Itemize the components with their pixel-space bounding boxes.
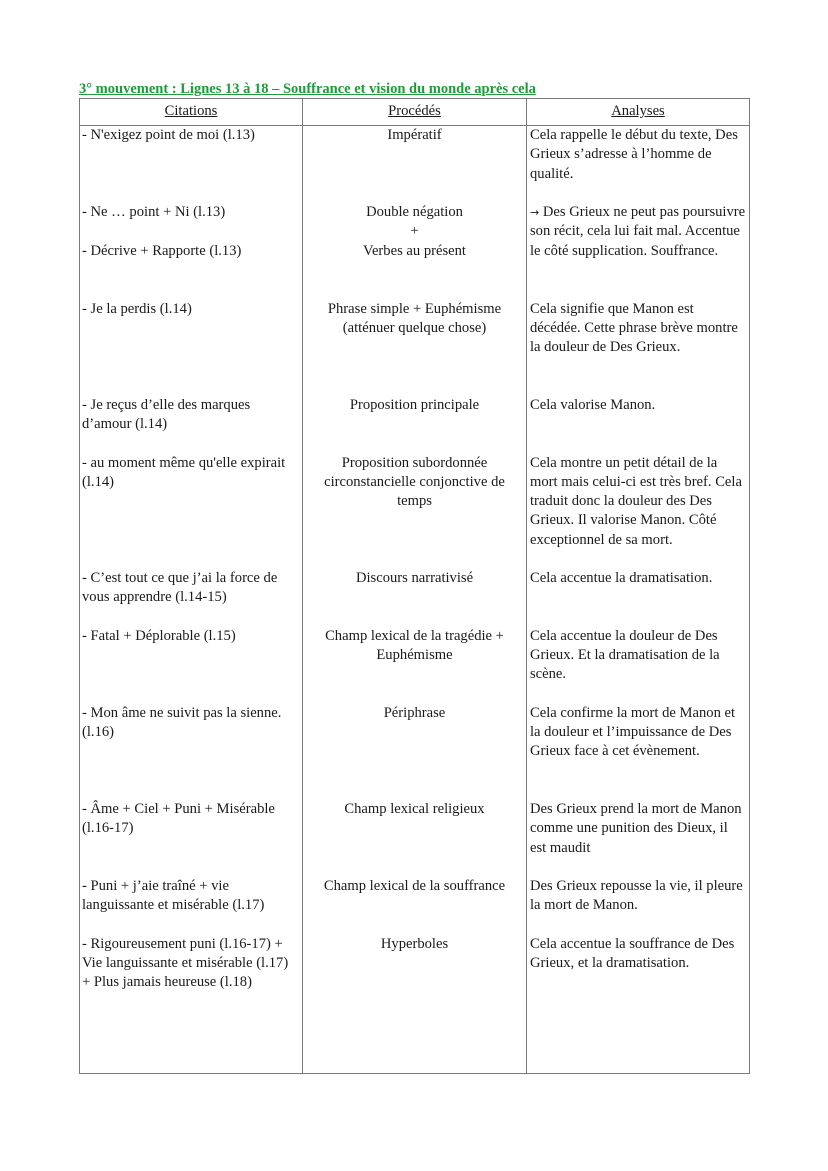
- citation-text: - Mon âme ne suivit pas la sienne. (l.16): [82, 704, 282, 740]
- procede-text: Double négation: [366, 204, 463, 220]
- analysis-text: Des Grieux repousse la vie, il pleure la mort de Manon.: [530, 878, 743, 914]
- analysis-text: Cela accentue la dramatisation.: [530, 570, 713, 586]
- procede-text: Champ lexical religieux: [344, 801, 485, 817]
- analysis-text: Cela montre un petit détail de la mort mais celui-ci est très bref. Cela traduit donc la douleur des Des Grieux. Il valorise Manon. Côté exceptionnel de sa mort.: [530, 454, 742, 548]
- citations-cell: [80, 126, 303, 1074]
- citation-text: - N'exigez point de moi (l.13): [82, 127, 255, 143]
- analysis-text-body: Des Grieux ne peut pas poursuivre son récit, cela lui fait mal. Accentue le côté supplication. Souffrance.: [530, 204, 746, 259]
- arrow-right-icon: →: [530, 206, 540, 219]
- analysis-text: Cela confirme la mort de Manon et la douleur et l’impuissance de Des Grieux face à cet évènement.: [530, 704, 736, 760]
- analysis-text: Cela valorise Manon.: [530, 397, 656, 413]
- analysis-text: Des Grieux prend la mort de Manon comme une punition des Dieux, il est maudit: [530, 801, 742, 856]
- citation-text: - Ne … point + Ni (l.13): [82, 204, 226, 220]
- procede-text: Phrase simple + Euphémisme (atténuer quelque chose): [327, 300, 502, 336]
- column-header-citations: Citations: [80, 99, 303, 126]
- procede-text: Discours narrativisé: [355, 570, 474, 586]
- citation-text: - Fatal + Déplorable (l.15): [82, 627, 236, 644]
- procedes-cell: [303, 126, 527, 1074]
- analysis-text: Cela accentue la souffrance de Des Grieux, et la dramatisation.: [530, 935, 735, 971]
- table-row: [80, 126, 750, 1074]
- column-header-analyses: Analyses: [527, 99, 750, 126]
- citation-text: - au moment même qu'elle expirait (l.14): [82, 454, 286, 490]
- citation-text: - Je la perdis (l.14): [82, 300, 192, 317]
- procede-text: Hyperboles: [380, 935, 449, 952]
- procede-text: Verbes au présent: [363, 242, 466, 259]
- analysis-table: [79, 98, 750, 1074]
- analysis-text: Cela rappelle le début du texte, Des Grieux s’adresse à l’homme de qualité.: [530, 127, 738, 182]
- procede-text: +: [410, 223, 419, 240]
- table-header-row: [80, 99, 750, 126]
- procede-text: Impératif: [387, 127, 442, 143]
- citation-text: - Je reçus d’elle des marques d’amour (l.14): [82, 397, 251, 433]
- analysis-text: [530, 203, 746, 261]
- procede-text: Champ lexical de la souffrance: [323, 878, 506, 894]
- procede-text: Périphrase: [383, 704, 446, 721]
- citation-text: - Rigoureusement puni (l.16-17) + Vie languissante et misérable (l.17) + Plus jamais heureuse (l.18): [82, 935, 289, 991]
- citation-text: - Âme + Ciel + Puni + Misérable (l.16-17): [82, 801, 275, 837]
- citation-text: - C’est tout ce que j’ai la force de vous apprendre (l.14-15): [82, 570, 278, 606]
- analyses-cell: [527, 126, 750, 1074]
- analysis-text: Cela signifie que Manon est décédée. Cette phrase brève montre la douleur de Des Grieux.: [530, 300, 738, 356]
- citation-text: - Puni + j’aie traîné + vie languissante et misérable (l.17): [82, 878, 265, 914]
- column-header-procedes: Procédés: [303, 99, 527, 126]
- procede-text: Proposition principale: [349, 397, 480, 413]
- analysis-text: Cela accentue la douleur de Des Grieux. Et la dramatisation de la scène.: [530, 627, 720, 683]
- citation-text: - Décrive + Rapporte (l.13): [82, 242, 242, 259]
- procede-text: Champ lexical de la tragédie + Euphémisme: [325, 627, 504, 663]
- procede-text: Proposition subordonnée circonstancielle conjonctive de temps: [324, 454, 505, 510]
- section-heading: 3° mouvement : Lignes 13 à 18 – Souffrance et vision du monde après cela: [79, 81, 536, 97]
